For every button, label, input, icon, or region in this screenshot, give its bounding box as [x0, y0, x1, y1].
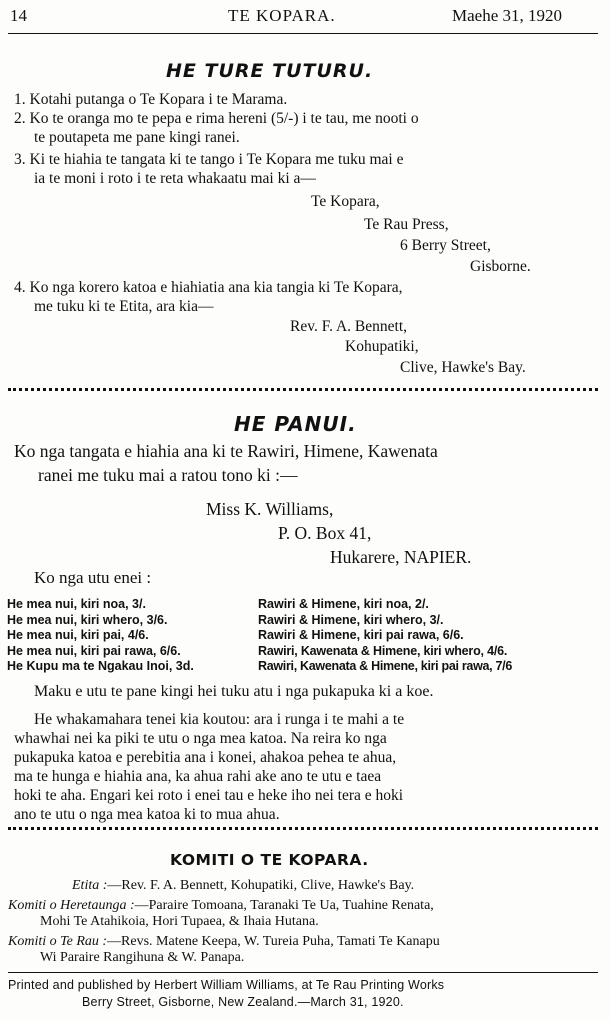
- rule-item-2-line2: te poutapeta me pane kingi ranei.: [34, 129, 240, 146]
- notice-para-line6: ano te utu o nga mea katoa ki to mua ahua.: [14, 806, 280, 823]
- rule-item-4-line2: me tuku ki te Etita, ara kia—: [34, 298, 214, 315]
- imprint-line1: Printed and published by Herbert William Williams, at Te Rau Printing Works: [8, 978, 445, 992]
- address1-line4: Gisborne.: [470, 258, 531, 275]
- notice-address-line1: Miss K. Williams,: [206, 499, 334, 519]
- prices-label: Ko nga utu enei :: [34, 568, 152, 587]
- notice-para-line3: pukapuka katoa e perebitia ana i konei, ahakoa pehea te ahua,: [14, 749, 397, 766]
- notice-para-line5: hoki te aha. Engari kei roto i enei tau e heke iho nei tera e hoki: [14, 787, 404, 804]
- committee-heretaunga-line2: Mohi Te Atahikoia, Hori Tupaea, & Ihaia Hutana.: [40, 914, 319, 929]
- address1-line1: Te Kopara,: [311, 193, 380, 210]
- notice-para-line4: ma te hunga e hiahia ana, ka ahua rahi ake ano te utu e taea: [14, 768, 382, 785]
- address1-line3: 6 Berry Street,: [400, 237, 491, 254]
- notice-address-line3: Hukarere, NAPIER.: [330, 547, 472, 567]
- postage-note: Maku e utu te pane kingi hei tuku atu i nga pukapuka ki a koe.: [34, 683, 434, 700]
- rule-item-2-line1: 2. Ko te oranga mo te pepa e rima hereni (5/-) i te tau, me nooti o: [14, 110, 419, 127]
- rule-item-4-line1: 4. Ko nga korero katoa e hiahiatia ana kia tangia ki Te Kopara,: [14, 279, 403, 296]
- editor-label: Etita :: [72, 878, 108, 893]
- terau-text: —Revs. Matene Keepa, W. Tureia Puha, Tamati Te Kanapu: [107, 934, 440, 949]
- rule-item-1: 1. Kotahi putanga o Te Kopara i te Marama.: [14, 91, 288, 108]
- price-right-2: Rawiri & Himene, kiri whero, 3/.: [258, 613, 444, 627]
- running-title: TE KOPARA.: [228, 6, 336, 25]
- imprint-line2: Berry Street, Gisborne, New Zealand.—March 31, 1920.: [82, 995, 404, 1009]
- price-right-1: Rawiri & Himene, kiri noa, 2/.: [258, 597, 429, 611]
- address1-line2: Te Rau Press,: [364, 216, 449, 233]
- notice-para-line1: He whakamahara tenei kia koutou: ara i runga i te mahi a te: [34, 711, 405, 728]
- address2-line1: Rev. F. A. Bennett,: [290, 318, 408, 335]
- page-number: 14: [10, 6, 27, 25]
- price-right-3: Rawiri & Himene, kiri pai rawa, 6/6.: [258, 628, 464, 642]
- price-left-2: He mea nui, kiri whero, 3/6.: [7, 613, 168, 627]
- heretaunga-label: Komiti o Heretaunga :: [8, 898, 135, 913]
- address2-line3: Clive, Hawke's Bay.: [400, 359, 526, 376]
- price-left-3: He mea nui, kiri pai, 4/6.: [7, 628, 149, 642]
- issue-date: Maehe 31, 1920: [452, 6, 563, 25]
- address2-line2: Kohupatiki,: [345, 338, 419, 355]
- dotted-divider: [8, 827, 598, 830]
- heretaunga-text: —Paraire Tomoana, Taranaki Te Ua, Tuahine Renata,: [134, 898, 434, 913]
- editor-text: —Rev. F. A. Bennett, Kohupatiki, Clive, Hawke's Bay.: [107, 878, 415, 893]
- notice-intro-line2: ranei me tuku mai a ratou tono ki :—: [38, 465, 298, 485]
- price-right-5: Rawiri, Kawenata & Himene, kiri pai rawa, 7/6: [258, 659, 512, 673]
- notice-para-line2: whawhai nei ka piki te utu o nga mea katoa. Na reira ko nga: [14, 730, 387, 747]
- notice-intro-line1: Ko nga tangata e hiahia ana ki te Rawiri, Himene, Kawenata: [14, 441, 438, 461]
- rule-item-3-line1: 3. Ki te hiahia te tangata ki te tango i Te Kopara me tuku mai e: [14, 151, 404, 168]
- committee-heretaunga-line1: [8, 898, 434, 914]
- rules-heading: HE TURE TUTURU.: [166, 60, 374, 82]
- footer-rule: [8, 972, 598, 973]
- rule-item-3-line2: ia te moni i roto i te reta whakaatu mai ki a—: [34, 170, 316, 187]
- price-left-1: He mea nui, kiri noa, 3/.: [7, 597, 146, 611]
- notice-heading: HE PANUI.: [234, 412, 357, 436]
- terau-label: Komiti o Te Rau :: [8, 934, 108, 949]
- header-rule: [8, 33, 598, 34]
- dotted-divider: [8, 388, 598, 391]
- committee-terau-line2: Wi Paraire Rangihuna & W. Panapa.: [40, 950, 245, 965]
- committee-heading: KOMITI O TE KOPARA.: [170, 851, 369, 869]
- committee-editor: [72, 878, 414, 894]
- committee-terau-line1: [8, 934, 440, 950]
- notice-address-line2: P. O. Box 41,: [278, 523, 372, 543]
- price-left-5: He Kupu ma te Ngakau Inoi, 3d.: [7, 659, 194, 673]
- price-right-4: Rawiri, Kawenata & Himene, kiri whero, 4/6.: [258, 644, 508, 658]
- price-left-4: He mea nui, kiri pai rawa, 6/6.: [7, 644, 181, 658]
